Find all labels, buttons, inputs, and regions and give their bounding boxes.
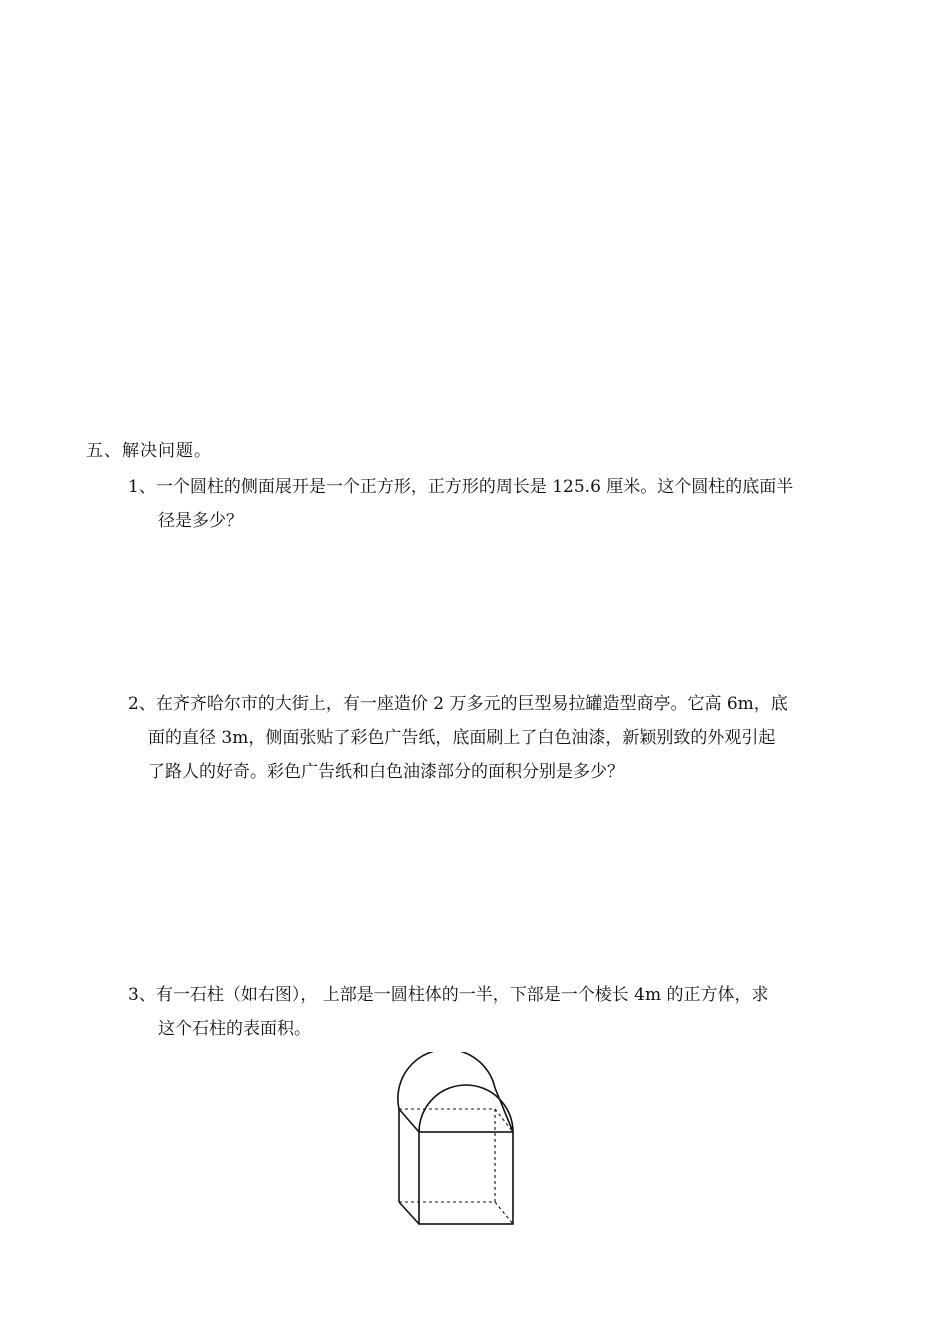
problem-1 <box>128 470 868 538</box>
problem-3 <box>128 978 868 1046</box>
problem-2-line-1 <box>128 687 868 721</box>
problem-2-line-2: 面的直径 3m，侧面张贴了彩色广告纸，底面刷上了白色油漆，新颖别致的外观引起 <box>148 728 776 748</box>
problem-1-line-1 <box>128 470 868 504</box>
problem-1-line-2: 径是多少？ <box>158 511 243 531</box>
section-title: 五、解决问题。 <box>86 441 212 461</box>
problem-1-number: 1、 <box>128 477 156 497</box>
problem-3-number: 3、 <box>128 985 156 1005</box>
problem-2-text-1: 在齐齐哈尔市的大街上，有一座造价 2 万多元的巨型易拉罐造型商亭。它高 6m，底 <box>155 694 788 714</box>
problem-2-number: 2、 <box>128 694 156 714</box>
problem-2 <box>128 687 868 789</box>
problem-3-text-1: 有一石柱（如右图）， 上部是一圆柱体的一半，下部是一个棱长 4m 的正方体，求 <box>155 985 769 1005</box>
problem-1-text-1: 一个圆柱的侧面展开是一个正方形，正方形的周长是 125.6 厘米。这个圆柱的底面半 <box>155 477 794 497</box>
problem-2-line-3: 了路人的好奇。彩色广告纸和白色油漆部分的面积分别是多少？ <box>148 762 624 782</box>
problem-3-line-1 <box>128 978 868 1012</box>
stone-pillar-figure-icon <box>380 1052 530 1232</box>
problem-3-line-2: 这个石柱的表面积。 <box>158 1019 311 1039</box>
